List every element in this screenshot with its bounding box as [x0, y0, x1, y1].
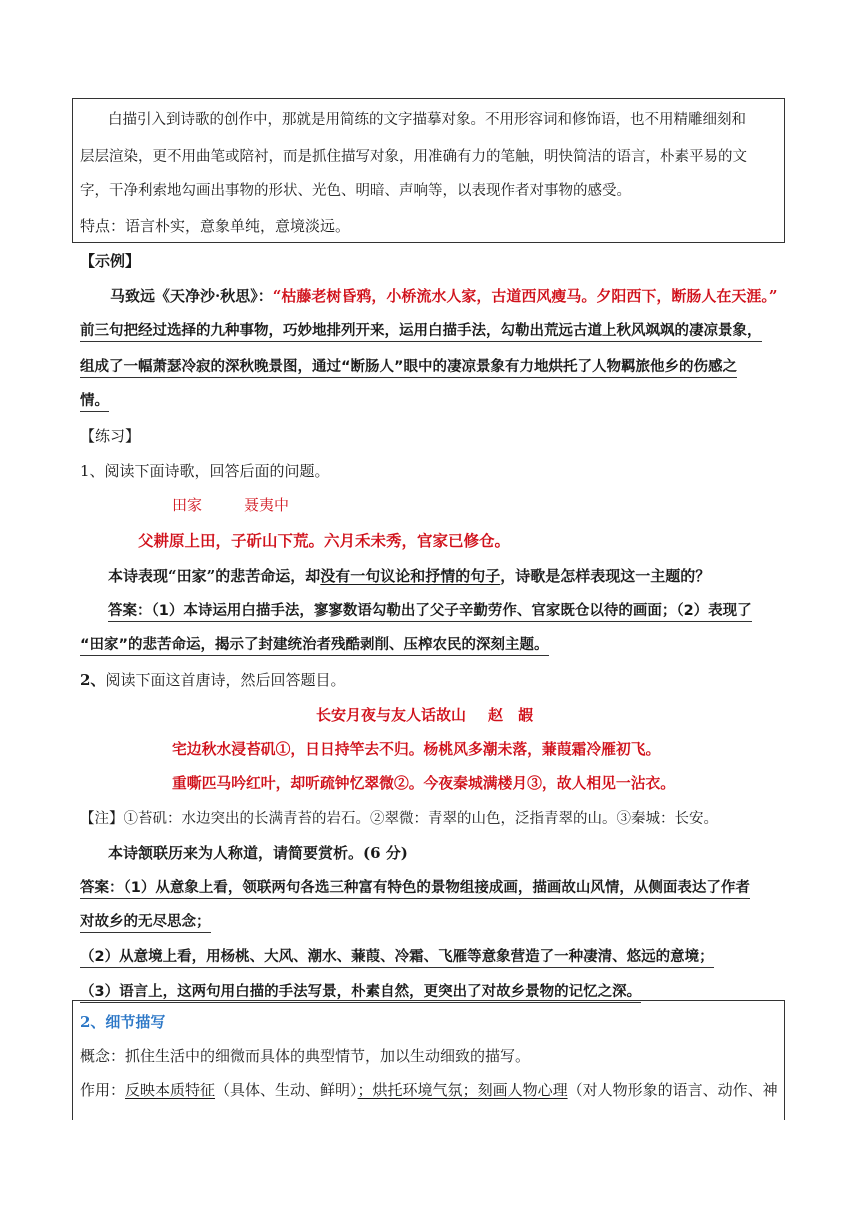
example-poem-line	[110, 286, 778, 306]
example-heading: 【示例】	[80, 252, 141, 270]
q1-answer-line-2: “田家”的悲苦命运，揭示了封建统治者残酷剥削、压榨农民的深刻主题。	[80, 635, 549, 655]
q1-answer-line-1: 答案：（1）本诗运用白描手法，寥寥数语勾勒出了父子辛勤劳作、官家既仓以待的画面；（2）表现了	[108, 601, 752, 621]
q2-answer-line-4: （3）语言上，这两句用白描的手法写景，朴素自然，更突出了对故乡景物的记忆之深。	[80, 982, 641, 1002]
intro-paragraph-line-1: 白描引入到诗歌的创作中，那就是用简练的文字描摹对象。不用形容词和修饰语，也不用精雕细刻和	[108, 112, 746, 128]
example-poem: “枯藤老树昏鸦，小桥流水人家，古道西风瘦马。夕阳西下，断肠人在天涯。”	[272, 287, 778, 305]
q1-poem: 父耕原上田，子斫山下荒。六月禾未秀，官家已修仓。	[138, 531, 511, 550]
q2-question: 本诗颔联历来为人称道，请简要赏析。(6 分)	[108, 844, 408, 862]
q2-title: 长安月夜与友人话故山	[316, 706, 467, 724]
q2-poem-line-2: 重嘶匹马吟红叶，却听疏钟忆翠微②。今夜秦城满楼月③，故人相见一沾衣。	[172, 775, 676, 792]
q2-poem-title	[316, 705, 533, 725]
intro-paragraph-line-3: 字，干净利索地勾画出事物的形状、光色、明暗、声响等，以表现作者对事物的感受。	[80, 183, 631, 199]
q2-note: 【注】①苔矶：水边突出的长满青苔的岩石。②翠微：青翠的山色，泛指青翠的山。③秦城：长安。	[80, 811, 718, 827]
q1-question-underlined: 没有一句议论和抒情的句子	[320, 567, 501, 585]
detail-concept: 概念：抓住生活中的细微而具体的典型情节，加以生动细致的描写。	[80, 1047, 531, 1065]
q2-prompt: 2、阅读下面这首唐诗，然后回答题目。	[80, 671, 346, 689]
q2-answer-line-3: （2）从意境上看，用杨桃、大风、潮水、蒹葭、冷霜、飞雁等意象营造了一种凄清、悠远的意境；	[80, 947, 714, 967]
detail-use-3: ；刻画人物心理	[462, 1081, 568, 1099]
intro-paragraph-line-2: 层层渲染，更不用曲笔或陪衬，而是抓住描写对象，用准确有力的笔触，明快简洁的语言，朴素平易的文	[80, 149, 747, 165]
intro-feature-line: 特点：语言朴实，意象单纯，意境淡远。	[80, 217, 351, 235]
example-analysis-line-3: 情。	[80, 391, 109, 411]
q2-poem-line-1: 宅边秋水浸苔矶①，日日持竿去不归。杨桃风多潮未落，蒹葭霜冷雁初飞。	[172, 741, 661, 758]
example-lead: 马致远《天净沙·秋思》：	[110, 287, 273, 305]
practice-heading: 【练习】	[80, 427, 141, 445]
q1-prompt: 1、阅读下面诗歌，回答后面的问题。	[80, 462, 330, 480]
detail-use-1: 反映本质特征	[125, 1081, 216, 1099]
q1-poem-title	[172, 495, 289, 515]
q2-answer-line-2: 对故乡的无尽思念；	[80, 912, 211, 932]
detail-heading: 2、细节描写	[80, 1013, 166, 1031]
q2-answer-line-1: 答案：（1）从意象上看，领联两句各选三种富有特色的景物组接成画，描画故山风情，从侧面表达了作者	[80, 878, 750, 898]
q1-question: 本诗表现“田家”的悲苦命运，却没有一句议论和抒情的句子，诗歌是怎样表现这一主题的？	[108, 567, 711, 585]
example-analysis-line-1: 前三句把经过选择的九种事物，巧妙地排列开来，运用白描手法，勾勒出荒远古道上秋风飒飒的凄凉景象，	[80, 321, 762, 341]
example-analysis-line-2: 组成了一幅萧瑟冷寂的深秋晚景图，通过“断肠人”眼中的凄凉景象有力地烘托了人物羁旅他乡的伤感之	[80, 357, 737, 377]
detail-use-2: ；烘托环境气氛	[357, 1081, 463, 1099]
q2-author: 赵 嘏	[488, 706, 534, 724]
detail-use: 作用：反映本质特征（具体、生动、鲜明）；烘托环境气氛；刻画人物心理（对人物形象的语言、动作、神	[80, 1081, 778, 1099]
q1-title: 田家	[172, 496, 203, 514]
q1-author: 聂夷中	[244, 496, 290, 514]
